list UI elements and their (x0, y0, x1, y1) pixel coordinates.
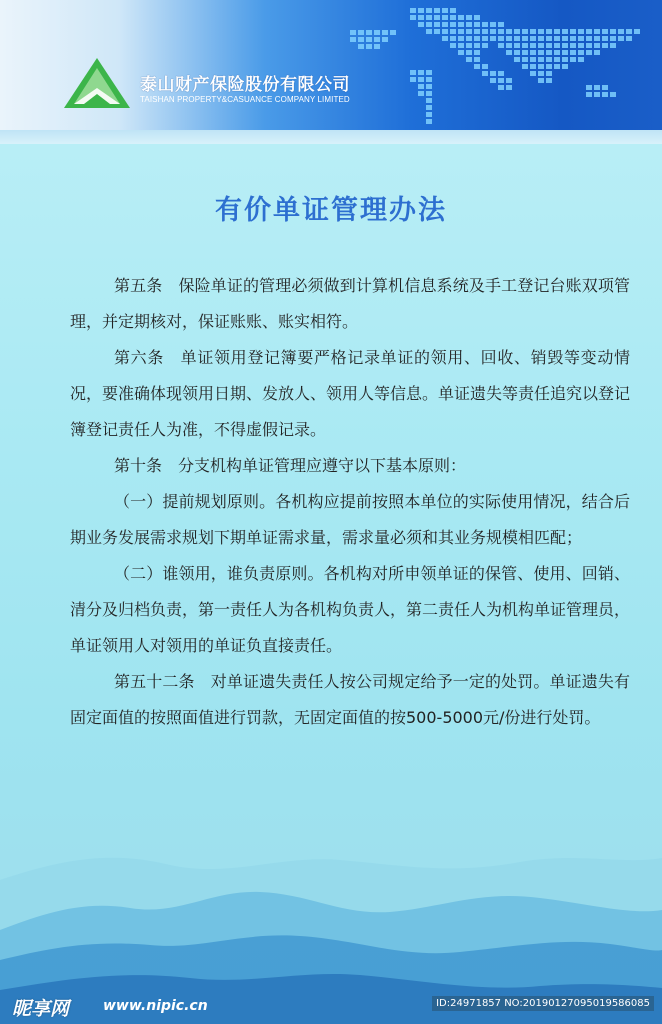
document-body (70, 268, 630, 736)
principle-1-paragraph: （一）提前规划原则。各机构应提前按照本单位的实际使用情况，结合后期业务发展需求规划下期单证需求量，需求量必须和其业务规模相匹配； (70, 492, 630, 547)
document-title: 有价单证管理办法 (215, 195, 447, 226)
watermark-id: ID:24971857 NO:20190127095019586085 (432, 996, 654, 1011)
watermark-brand: 昵享网 (12, 998, 70, 1020)
world-map-dots-decoration (320, 0, 662, 130)
article-6-paragraph: 第六条 单证领用登记簿要严格记录单证的领用、回收、销毁等变动情况，要准确体现领用日期、发放人、领用人等信息。单证遗失等责任追究以登记簿登记责任人为准，不得虚假记录。 (70, 348, 631, 439)
mountain-silhouette-decoration (0, 820, 662, 1024)
article-5-paragraph: 第五条 保险单证的管理必须做到计算机信息系统及手工登记台账双项管理，并定期核对，保证账账、账实相符。 (70, 276, 630, 331)
article-10-paragraph: 第十条 分支机构单证管理应遵守以下基本原则： (114, 456, 467, 475)
header-divider-strip (0, 130, 662, 144)
mountain-triangle-logo-icon (64, 58, 130, 108)
principle-2-paragraph: （二）谁领用，谁负责原则。各机构对所申领单证的保管、使用、回销、清分及归档负责，第一责任人为各机构负责人，第二责任人为机构单证管理员，单证领用人对领用的单证负直接责任。 (70, 564, 631, 655)
company-name-chinese: 泰山财产保险股份有限公司 (140, 75, 350, 95)
header-banner (0, 0, 662, 130)
company-name-english: TAISHAN PROPERTY&CASUANCE COMPANY LIMITED (140, 95, 350, 104)
watermark-url: www.nipic.cn (103, 998, 208, 1014)
article-52-paragraph: 第五十二条 对单证遗失责任人按公司规定给予一定的处罚。单证遗失有固定面值的按照面值进行罚款，无固定面值的按500-5000元/份进行处罚。 (70, 672, 630, 727)
